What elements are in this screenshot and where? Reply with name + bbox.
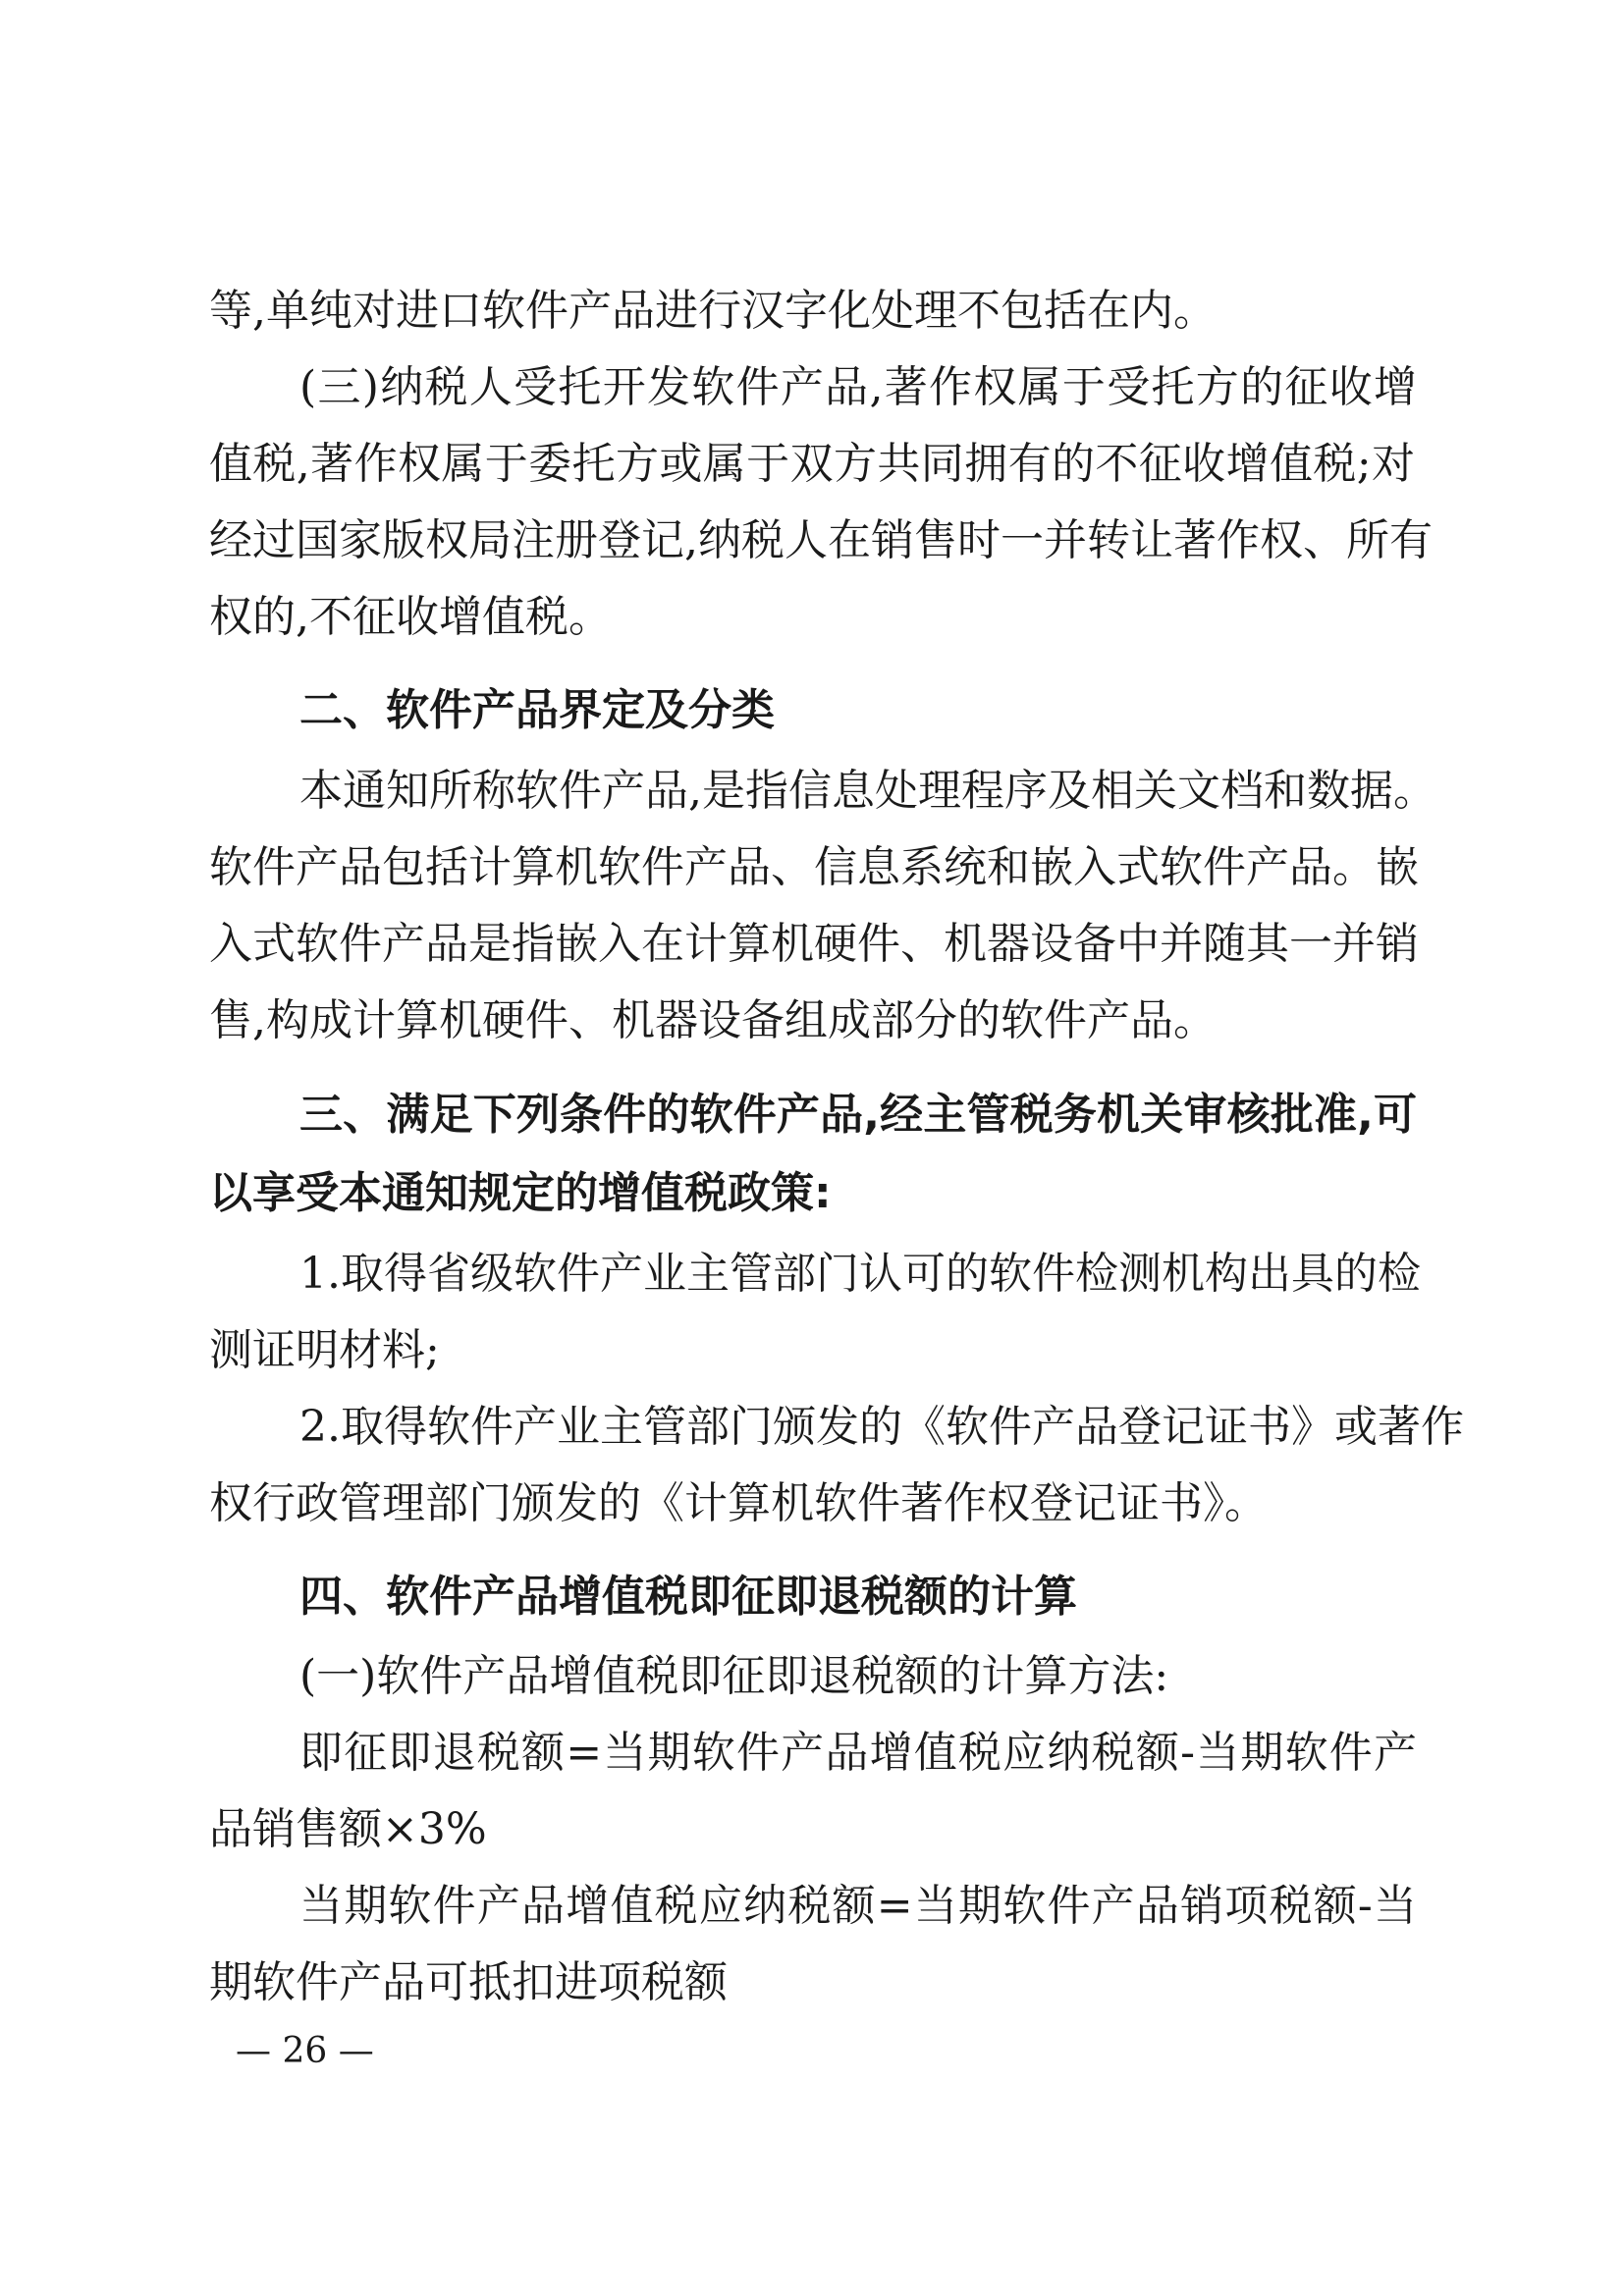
text-line-13: 1.取得省级软件产业主管部门认可的软件检测机构出具的检 <box>299 1249 1421 1299</box>
text-line-7: 本通知所称软件产品,是指信息处理程序及相关文档和数据。 <box>299 766 1436 816</box>
section-heading-2: 二、软件产品界定及分类 <box>299 685 775 735</box>
text-line-14: 测证明材料; <box>209 1325 440 1375</box>
text-line-18: (一)软件产品增值税即征即退税额的计算方法: <box>299 1651 1169 1701</box>
text-line-2: (三)纳税人受托开发软件产品,著作权属于受托方的征收增 <box>299 362 1417 412</box>
section-heading-4: 四、软件产品增值税即征即退税额的计算 <box>299 1572 1077 1622</box>
text-line-3: 值税,著作权属于委托方或属于双方共同拥有的不征收增值税;对 <box>209 439 1415 489</box>
formula-line-1-cont: 品销售额×3% <box>209 1804 487 1854</box>
text-line-15: 2.取得软件产业主管部门颁发的《软件产品登记证书》或著作 <box>299 1402 1464 1452</box>
text-line-1: 等,单纯对进口软件产品进行汉字化处理不包括在内。 <box>209 286 1217 336</box>
section-heading-3-cont: 以享受本通知规定的增值税政策: <box>209 1168 832 1218</box>
section-heading-3: 三、满足下列条件的软件产品,经主管税务机关审核批准,可 <box>299 1090 1417 1140</box>
text-line-16: 权行政管理部门颁发的《计算机软件著作权登记证书》。 <box>209 1478 1268 1528</box>
text-line-8: 软件产品包括计算机软件产品、信息系统和嵌入式软件产品。嵌 <box>209 842 1419 892</box>
text-line-9: 入式软件产品是指嵌入在计算机硬件、机器设备中并随其一并销 <box>209 919 1419 969</box>
formula-line-1: 即征即退税额=当期软件产品增值税应纳税额-当期软件产 <box>299 1728 1417 1778</box>
text-line-5: 权的,不征收增值税。 <box>209 592 612 642</box>
page-number: — 26 — <box>236 2031 374 2071</box>
formula-line-2-cont: 期软件产品可抵扣进项税额 <box>209 1957 728 2007</box>
text-line-10: 售,构成计算机硬件、机器设备组成部分的软件产品。 <box>209 995 1217 1045</box>
text-line-4: 经过国家版权局注册登记,纳税人在销售时一并转让著作权、所有 <box>209 515 1433 565</box>
formula-line-2: 当期软件产品增值税应纳税额=当期软件产品销项税额-当 <box>299 1881 1417 1931</box>
